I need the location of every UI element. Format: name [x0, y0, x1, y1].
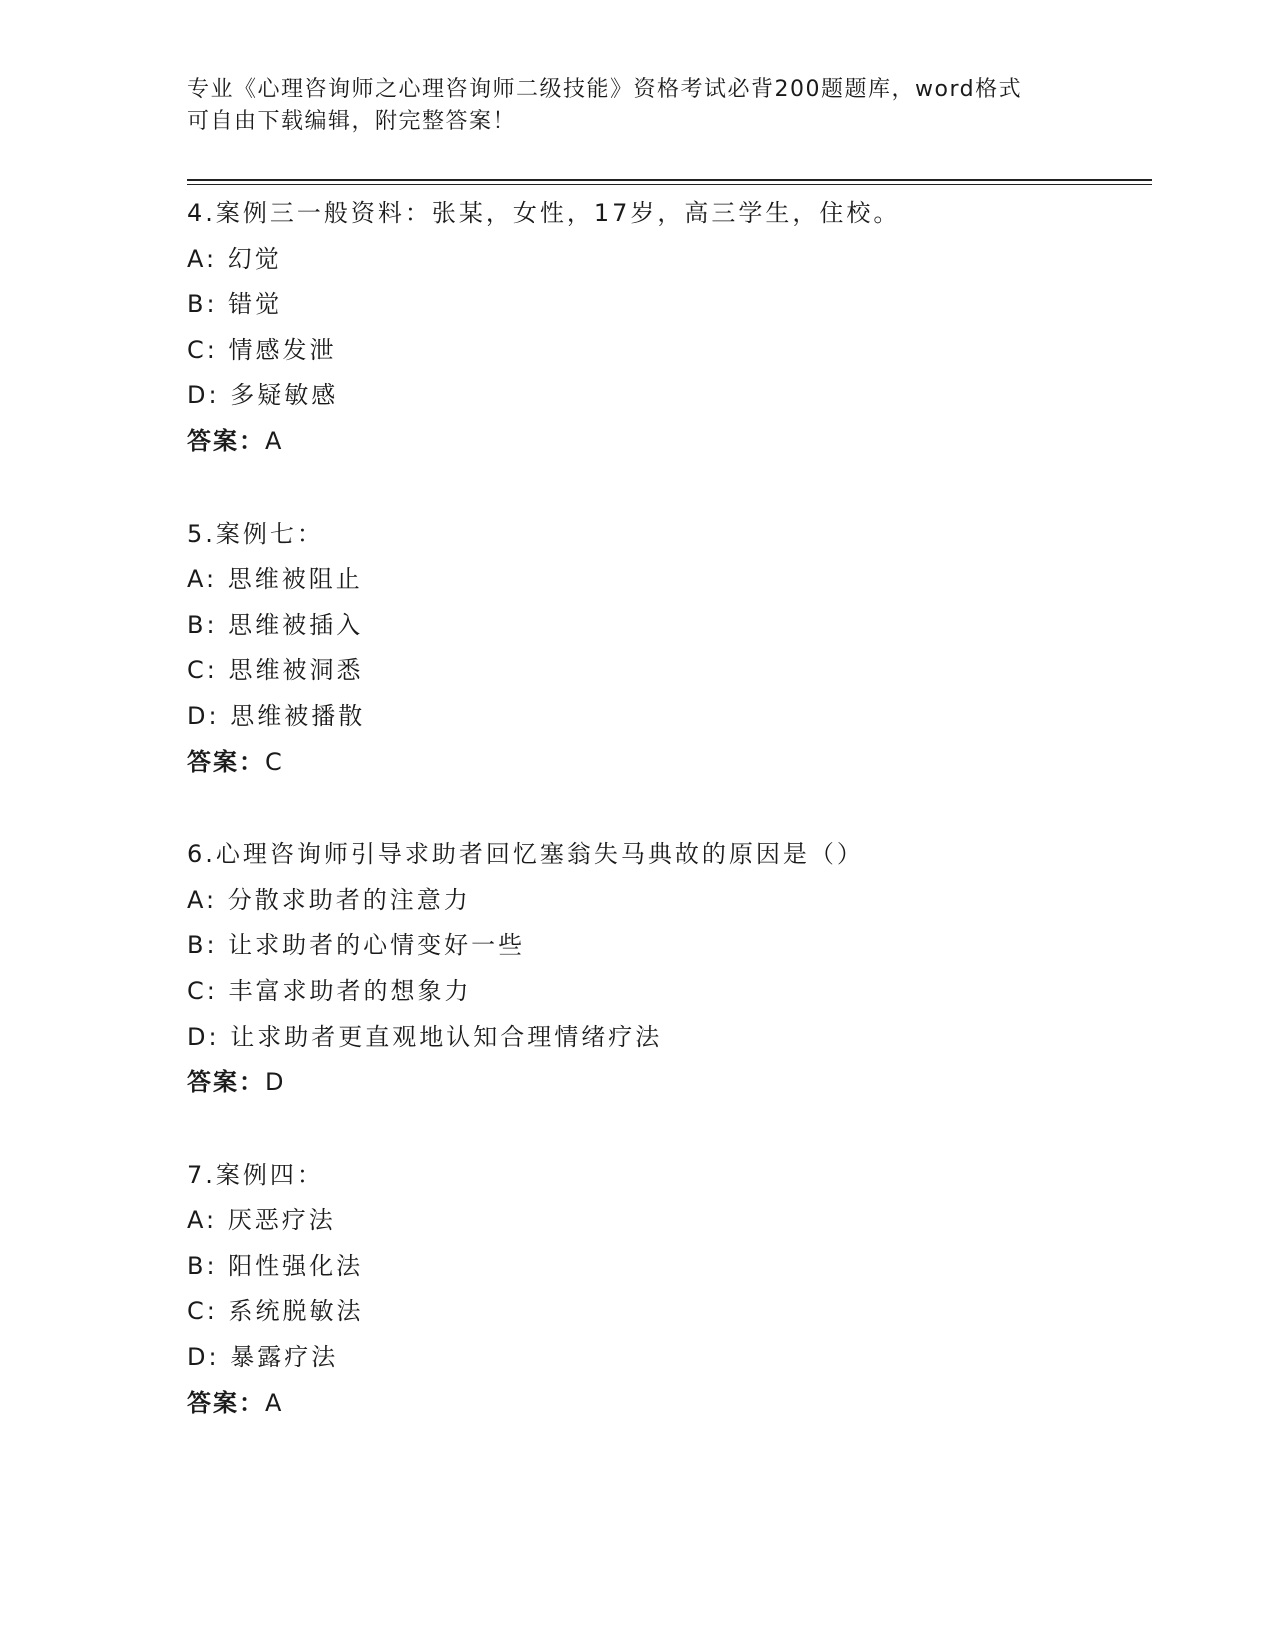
option-a: A: 思维被阻止 — [187, 565, 363, 594]
option-b: B: 让求助者的心情变好一些 — [187, 931, 526, 960]
answer-value: A — [265, 426, 285, 455]
question-stem: 6.心理咨询师引导求助者回忆塞翁失马典故的原因是（） — [187, 840, 864, 869]
document-header — [187, 74, 1087, 138]
question-list — [187, 191, 1152, 1473]
header-line-1: 专业《心理咨询师之心理咨询师二级技能》资格考试必背200题题库，word格式 — [187, 77, 1023, 102]
answer-value: D — [265, 1068, 287, 1097]
answer-value: C — [265, 747, 285, 776]
answer-line — [187, 419, 1152, 465]
option-b: B: 思维被插入 — [187, 610, 364, 639]
option-b: B: 阳性强化法 — [187, 1251, 364, 1280]
question-4 — [187, 191, 1152, 465]
option-d: D: 思维被播散 — [187, 701, 366, 730]
option-a: A: 幻觉 — [187, 244, 282, 273]
question-stem: 4.案例三一般资料：张某，女性，17岁，高三学生，住校。 — [187, 199, 901, 227]
answer-label: 答案： — [187, 1388, 265, 1417]
answer-label: 答案： — [187, 426, 265, 455]
answer-line — [187, 1381, 1152, 1427]
question-stem: 5.案例七： — [187, 519, 324, 548]
answer-label: 答案： — [187, 1068, 265, 1097]
option-a: A: 分散求助者的注意力 — [187, 885, 471, 914]
question-6 — [187, 832, 1152, 1106]
option-d: D: 多疑敏感 — [187, 381, 339, 410]
option-c: C: 系统脱敏法 — [187, 1297, 364, 1326]
question-5 — [187, 512, 1152, 786]
question-7 — [187, 1153, 1152, 1427]
option-d: D: 让求助者更直观地认知合理情绪疗法 — [187, 1022, 663, 1051]
option-d: D: 暴露疗法 — [187, 1343, 339, 1372]
option-c: C: 丰富求助者的想象力 — [187, 976, 472, 1005]
header-line-2: 可自由下载编辑，附完整答案！ — [187, 109, 517, 134]
answer-line — [187, 740, 1152, 786]
question-stem: 7.案例四： — [187, 1160, 324, 1189]
option-b: B: 错觉 — [187, 290, 283, 319]
option-c: C: 思维被洞悉 — [187, 656, 364, 685]
answer-value: A — [265, 1388, 285, 1417]
option-a: A: 厌恶疗法 — [187, 1206, 336, 1235]
answer-line — [187, 1060, 1152, 1106]
answer-label: 答案： — [187, 747, 265, 776]
header-divider — [187, 179, 1152, 185]
option-c: C: 情感发泄 — [187, 335, 337, 364]
